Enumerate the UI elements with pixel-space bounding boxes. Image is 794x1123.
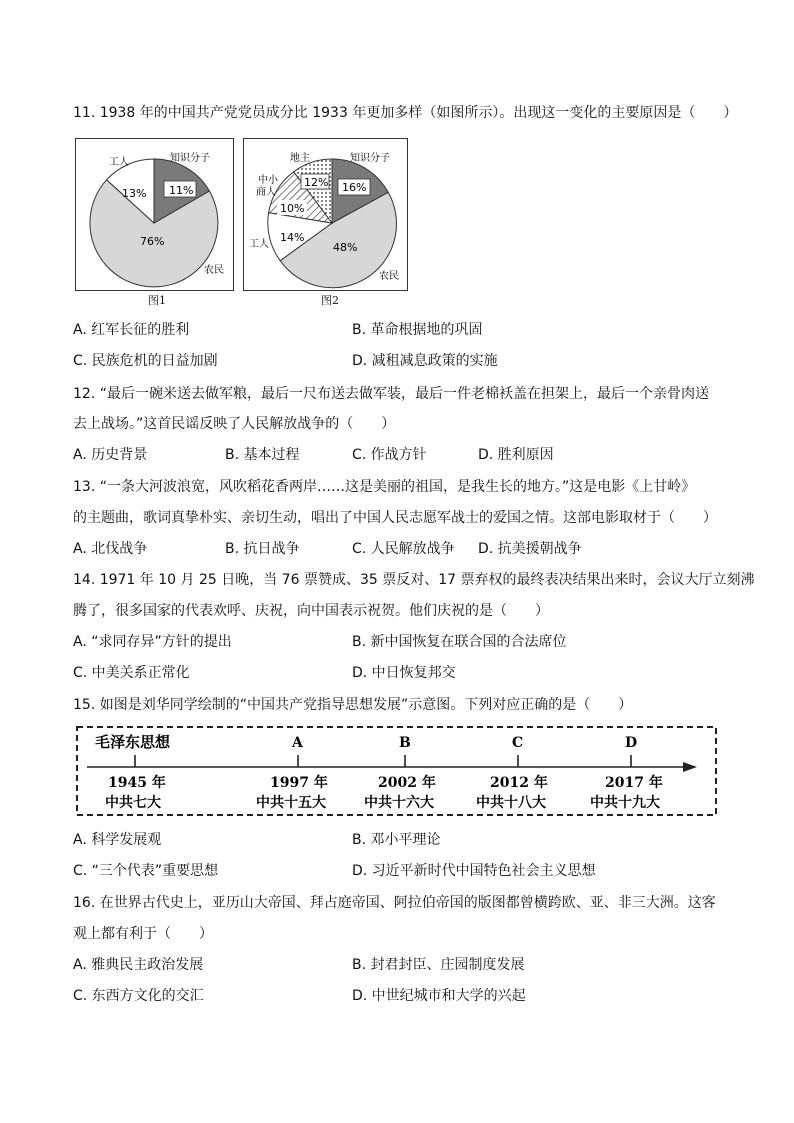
pie2-label-merchants-line1: 中小 <box>258 175 278 186</box>
q11-stem: 11. 1938 年的中国共产党党员成分比 1933 年更加多样（如图所示）。出现这一变化的主要原因是（ ） <box>73 105 738 121</box>
q12-stem-line1: 12. “最后一碗米送去做军粮，最后一尺布送去做军装，最后一件老棉袄盖在担架上，最后一个亲骨肉送 <box>73 386 709 402</box>
q14-option-d[interactable]: D. 中日恢复邦交 <box>352 665 456 681</box>
pie2-pct-merchants: 10% <box>280 202 305 215</box>
timeline-diagram <box>75 725 718 817</box>
pie1-label-peasants: 农民 <box>204 265 224 276</box>
pie2-label-intellectuals: 知识分子 <box>350 153 390 164</box>
q13-option-d[interactable]: D. 抗美援朝战争 <box>478 541 582 557</box>
timeline-event-15th: 中共十五大 <box>256 795 326 811</box>
pie-chart-fig1 <box>75 138 234 291</box>
q13-option-b[interactable]: B. 抗日战争 <box>225 541 300 557</box>
timeline-year-1997: 1997 年 <box>270 775 328 791</box>
timeline-year-2002: 2002 年 <box>378 775 436 791</box>
pie1-label-intellectuals: 知识分子 <box>170 153 210 164</box>
pie2-label-landlords: 地主 <box>290 153 310 164</box>
fig2-caption: 图2 <box>321 294 339 307</box>
pie2-pct-intellectuals: 16% <box>342 181 367 194</box>
timeline-event-7th: 中共七大 <box>105 795 161 811</box>
q14-option-a[interactable]: A. “求同存异”方针的提出 <box>73 634 232 650</box>
timeline-start-label: 毛泽东思想 <box>95 733 171 751</box>
q16-option-d[interactable]: D. 中世纪城市和大学的兴起 <box>352 988 526 1004</box>
q16-option-b[interactable]: B. 封君封臣、庄园制度发展 <box>352 957 525 973</box>
fig1-caption: 图1 <box>148 294 166 307</box>
q15-option-d[interactable]: D. 习近平新时代中国特色社会主义思想 <box>352 863 596 879</box>
q14-stem-line1: 14. 1971 年 10 月 25 日晚，当 76 票赞成、35 票反对、17 票弃权的最终表决结果出来时，会议大厅立刻沸 <box>73 572 755 588</box>
q11-option-d[interactable]: D. 减租减息政策的实施 <box>352 353 498 369</box>
pie1-pct-intellectuals: 11% <box>169 184 194 197</box>
q12-option-a[interactable]: A. 历史背景 <box>73 447 148 463</box>
q14-option-c[interactable]: C. 中美关系正常化 <box>73 665 190 681</box>
q16-stem-line1: 16. 在世界古代史上，亚历山大帝国、拜占庭帝国、阿拉伯帝国的版图都曾横跨欧、亚、非三大洲。这客 <box>73 895 716 911</box>
q14-option-b[interactable]: B. 新中国恢复在联合国的合法席位 <box>352 634 567 650</box>
q13-stem-line1: 13. “一条大河波浪宽，风吹稻花香两岸……这是美丽的祖国，是我生长的地方。”这是电影《上甘岭》 <box>73 479 696 495</box>
pie2-label-peasants: 农民 <box>379 271 399 282</box>
q12-option-c[interactable]: C. 作战方针 <box>352 447 427 463</box>
timeline-event-18th: 中共十八大 <box>476 795 546 811</box>
q13-stem-line2: 的主题曲，歌词真挚朴实、亲切生动，唱出了中国人民志愿军战士的爱国之情。这部电影取材于（ ） <box>73 510 717 526</box>
timeline-letter-d: D <box>625 735 638 751</box>
pie2-pct-workers: 14% <box>280 231 305 244</box>
q11-option-a[interactable]: A. 红军长征的胜利 <box>73 322 190 338</box>
pie2-label-workers: 工人 <box>249 239 269 250</box>
q11-option-c[interactable]: C. 民族危机的日益加剧 <box>73 353 218 369</box>
q16-stem-line2: 观上都有利于（ ） <box>73 926 213 942</box>
q16-option-a[interactable]: A. 雅典民主政治发展 <box>73 957 204 973</box>
timeline-event-19th: 中共十九大 <box>590 795 660 811</box>
pie2-pct-peasants: 48% <box>333 241 358 254</box>
timeline-letter-a: A <box>292 735 303 751</box>
pie-chart-fig2 <box>243 138 408 291</box>
q13-option-c[interactable]: C. 人民解放战争 <box>352 541 455 557</box>
timeline-year-1945: 1945 年 <box>108 775 166 791</box>
pie1-pct-workers: 13% <box>122 187 147 200</box>
timeline-year-2012: 2012 年 <box>490 775 548 791</box>
q14-stem-line2: 腾了，很多国家的代表欢呼、庆祝，向中国表示祝贺。他们庆祝的是（ ） <box>73 603 549 619</box>
pie1-label-workers: 工人 <box>109 157 129 168</box>
pie2-pct-landlords: 12% <box>304 176 329 189</box>
timeline-letter-b: B <box>399 735 411 751</box>
timeline-letter-c: C <box>512 735 524 751</box>
pie1-pct-peasants: 76% <box>140 235 165 248</box>
timeline-year-2017: 2017 年 <box>605 775 663 791</box>
q15-stem: 15. 如图是刘华同学绘制的“中国共产党指导思想发展”示意图。下列对应正确的是（ ） <box>73 697 633 713</box>
q15-option-b[interactable]: B. 邓小平理论 <box>352 832 441 848</box>
q12-option-b[interactable]: B. 基本过程 <box>225 447 300 463</box>
q13-option-a[interactable]: A. 北伐战争 <box>73 541 148 557</box>
timeline-event-16th: 中共十六大 <box>364 795 434 811</box>
q15-option-a[interactable]: A. 科学发展观 <box>73 832 162 848</box>
q16-option-c[interactable]: C. 东西方文化的交汇 <box>73 988 204 1004</box>
q12-stem-line2: 去上战场。”这首民谣反映了人民解放战争的（ ） <box>73 416 396 432</box>
q15-option-c[interactable]: C. “三个代表”重要思想 <box>73 863 219 879</box>
q12-option-d[interactable]: D. 胜利原因 <box>478 447 554 463</box>
q11-option-b[interactable]: B. 革命根据地的巩固 <box>352 322 483 338</box>
pie2-label-merchants-line2: 商人 <box>256 187 276 198</box>
